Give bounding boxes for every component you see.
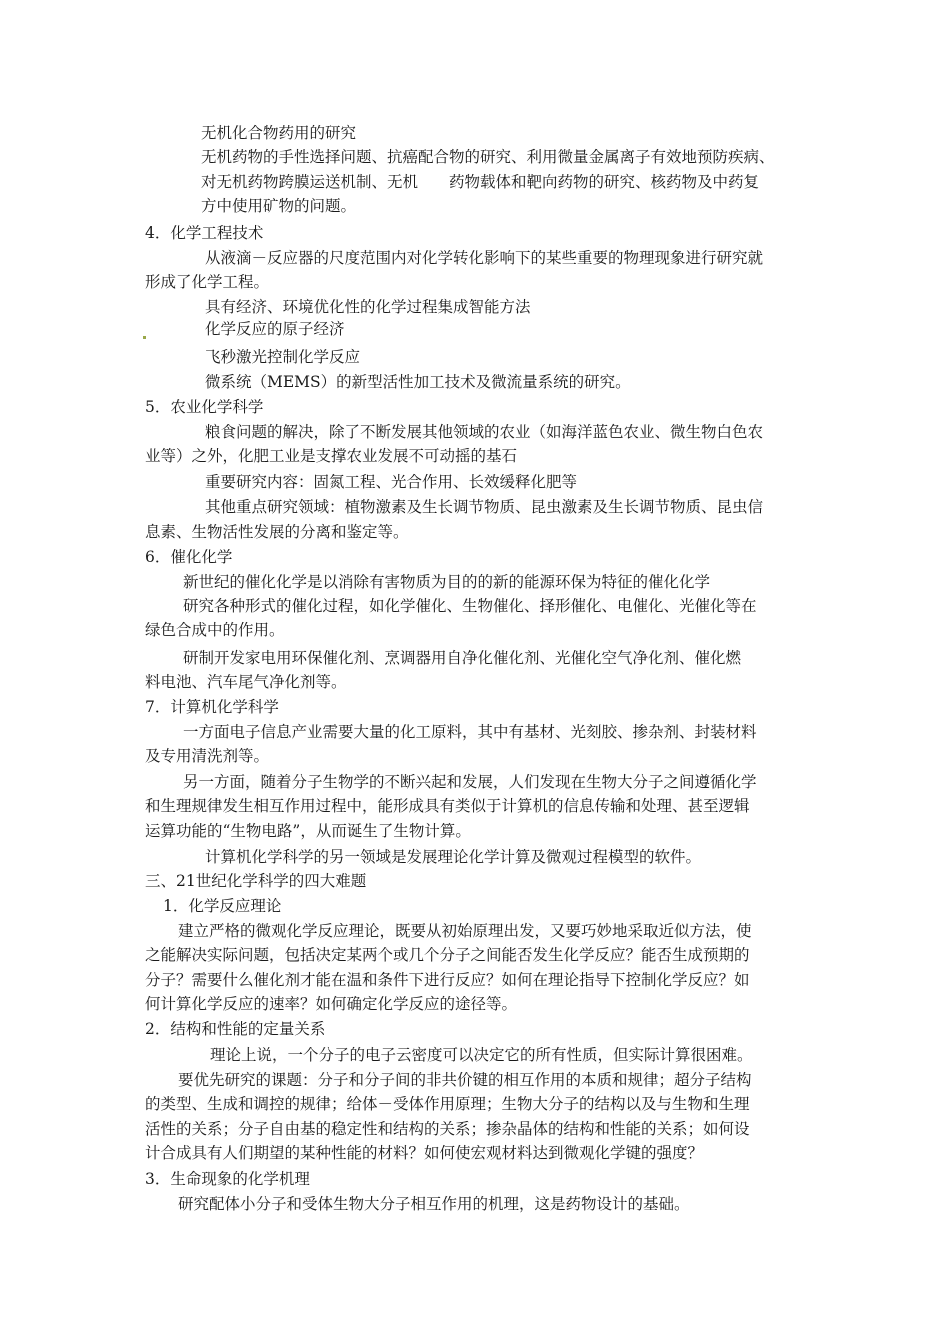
text-line: 料电池、汽车尾气净化剂等。 (145, 673, 347, 691)
text-line: 4．化学工程技术 (145, 224, 264, 242)
text-line: 活性的关系；分子自由基的稳定性和结构的关系；掺杂晶体的结构和性能的关系；如何设 (145, 1120, 750, 1138)
text-line: 的类型、生成和调控的规律；给体－受体作用原理；生物大分子的结构以及与生物和生理 (145, 1095, 750, 1113)
text-line: 要优先研究的课题：分子和分子间的非共价键的相互作用的本质和规律；超分子结构 (178, 1071, 752, 1089)
text-line: 无机药物的手性选择问题、抗癌配合物的研究、利用微量金属离子有效地预防疾病、 (201, 148, 775, 166)
text-line: 1．化学反应理论 (163, 897, 282, 915)
text-line: 其他重点研究领域：植物激素及生长调节物质、昆虫激素及生长调节物质、昆虫信 (205, 498, 764, 516)
text-line: 息素、生物活性发展的分离和鉴定等。 (145, 523, 409, 541)
text-line: 和生理规律发生相互作用过程中，能形成具有类似于计算机的信息传输和处理、甚至逻辑 (145, 797, 750, 815)
text-line: 7．计算机化学科学 (145, 698, 279, 716)
text-line: 及专用清洗剂等。 (145, 747, 270, 765)
text-line: 对无机药物跨膜运送机制、无机 药物载体和靶向药物的研究、核药物及中药复 (201, 173, 760, 191)
text-line: 5．农业化学科学 (145, 398, 264, 416)
text-line: 粮食问题的解决，除了不断发展其他领域的农业（如海洋蓝色农业、微生物白色农 (205, 423, 764, 441)
text-line: 重要研究内容：固氮工程、光合作用、长效缓释化肥等 (205, 473, 578, 491)
text-line: 研究配体小分子和受体生物大分子相互作用的机理，这是药物设计的基础。 (178, 1195, 690, 1213)
text-line: 分子？需要什么催化剂才能在温和条件下进行反应？如何在理论指导下控制化学反应？如 (145, 971, 750, 989)
text-line: 3．生命现象的化学机理 (145, 1170, 310, 1188)
text-line: 三、21世纪化学科学的四大难题 (145, 872, 367, 890)
text-line: 无机化合物药用的研究 (201, 124, 357, 142)
text-line: 计算机化学科学的另一领域是发展理论化学计算及微观过程模型的软件。 (205, 848, 702, 866)
text-line: 绿色合成中的作用。 (145, 621, 285, 639)
text-line: 一方面电子信息产业需要大量的化工原料，其中有基材、光刻胶、掺杂剂、封装材料 (183, 723, 757, 741)
text-line: 2．结构和性能的定量关系 (145, 1020, 326, 1038)
text-line: 运算功能的“生物电路”，从而诞生了生物计算。 (145, 822, 471, 840)
text-line: 化学反应的原子经济 (205, 320, 345, 338)
text-line: 研制开发家电用环保催化剂、烹调器用自净化催化剂、光催化空气净化剂、催化燃 (183, 649, 742, 667)
text-line: 形成了化学工程。 (145, 273, 270, 291)
text-line: 何计算化学反应的速率？如何确定化学反应的途径等。 (145, 995, 518, 1013)
text-line: 建立严格的微观化学反应理论，既要从初始原理出发，又要巧妙地采取近似方法，使 (178, 922, 752, 940)
text-line: 另一方面，随着分子生物学的不断兴起和发展，人们发现在生物大分子之间遵循化学 (183, 773, 757, 791)
text-line: 计合成具有人们期望的某种性能的材料？如何使宏观材料达到微观化学键的强度？ (145, 1144, 704, 1162)
text-line: 方中使用矿物的问题。 (201, 197, 357, 215)
text-line: 之能解决实际问题，包括决定某两个或几个分子之间能否发生化学反应？能否生成预期的 (145, 946, 750, 964)
scan-dot (143, 336, 146, 339)
text-line: 飞秒激光控制化学反应 (205, 348, 361, 366)
text-line: 新世纪的催化化学是以消除有害物质为目的的新的能源环保为特征的催化化学 (183, 573, 711, 591)
text-line: 具有经济、环境优化性的化学过程集成智能方法 (205, 298, 531, 316)
text-line: 6．催化化学 (145, 548, 233, 566)
text-line: 研究各种形式的催化过程，如化学催化、生物催化、择形催化、电催化、光催化等在 (183, 597, 757, 615)
text-line: 理论上说，一个分子的电子云密度可以决定它的所有性质，但实际计算很困难。 (210, 1046, 753, 1064)
text-line: 微系统（MEMS）的新型活性加工技术及微流量系统的研究。 (205, 373, 631, 391)
text-line: 从液滴－反应器的尺度范围内对化学转化影响下的某些重要的物理现象进行研究就 (205, 249, 764, 267)
text-line: 业等）之外，化肥工业是支撑农业发展不可动摇的基石 (145, 447, 518, 465)
